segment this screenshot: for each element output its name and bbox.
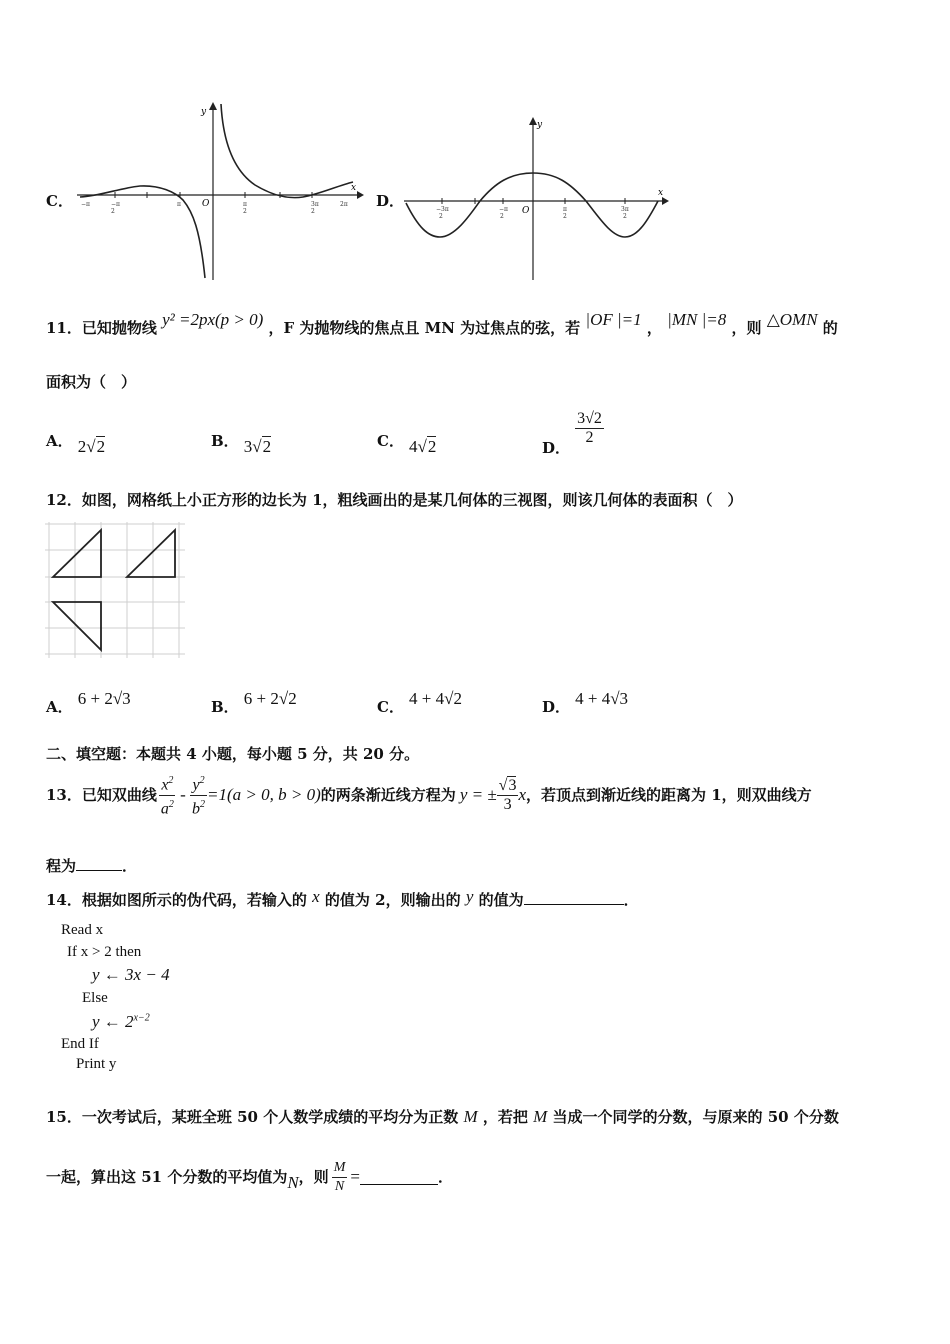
q11-line2: 面积为（ ） [46,373,137,391]
svg-text:2: 2 [623,213,627,220]
svg-text:2: 2 [111,208,115,215]
svg-text:2: 2 [243,208,247,215]
graph-d-x-label: x [658,188,664,198]
q11-triangle: △OMN [766,310,818,329]
q11-comma: ， [646,319,662,337]
pseudo-code-line-5: y ← $2^{x-2}$ [92,1012,150,1031]
q15-answer-blank[interactable] [360,1170,438,1185]
graph-c-x-label: x [351,183,357,193]
q13-text-2: ，若顶点到渐近线的距离为 1，则双曲线方 [526,786,812,804]
three-view-grid [45,522,185,658]
q11-number: 11．已知抛物线 [46,319,157,337]
q12-option-a[interactable]: A． 6 + 2√3 [46,689,131,716]
q11-of: |OF |=1 [585,310,642,329]
q13-line2: 程为 ． [46,857,138,875]
q15-line2: 一起，算出这 51 个分数的平均值为 N ，则 $\frac{M}{N}$ = ． [46,1159,453,1194]
graph-d-origin: O [522,206,530,216]
question-14: 14．根据如图所示的伪代码，若输入的 x 的值为 2，则输出的 y 的值为 ． [46,887,639,909]
q14-answer-blank[interactable] [524,890,624,905]
graph-c-origin: O [202,199,210,209]
q11-option-a[interactable]: A． 2√2 [46,432,106,456]
q11-parabola-eq: y² =2px(p > 0) [162,310,264,329]
svg-text:2: 2 [500,213,504,220]
pseudo-code-line-7: Print y [76,1056,117,1072]
front-view [53,530,101,577]
svg-text:π: π [563,206,567,213]
pseudo-code-line-6: End If [61,1036,99,1052]
graph-d-y-label: y [537,120,543,130]
question-13: 13．已知双曲线 $\frac{x^2}{a^2}$ - $\frac{y^2}{b^2}$ =1(a > 0, b > 0) 的两条渐近线方程为 y = ± $\frac{√3}{3}$ x ，若顶点到渐近线的距离为 1，则双曲线方 [46,772,812,818]
q11-mn: |MN |=8 [667,310,727,329]
graph-c-y-label: y [201,107,207,117]
option-d-label: D． [376,192,405,210]
section-2-heading: 二、填空题：本题共 4 小题，每小题 5 分，共 20 分。 [46,745,420,763]
q13-answer-blank[interactable] [76,856,122,871]
svg-text:2: 2 [563,213,567,220]
q13-text: 的两条渐近线方程为 [320,786,456,804]
svg-text:−π: −π [81,201,90,208]
pseudo-code-line-3: y ← 3x − 4 [92,965,170,984]
graph-c [75,100,365,285]
question-12: 12．如图，网格纸上小正方形的边长为 1，粗线画出的是某几何体的三视图，则该几何体的表面积（ ） [46,491,743,509]
svg-text:−π: −π [111,201,120,208]
q11-option-d[interactable]: D． $\frac{3√2}{2}$ [542,410,602,457]
svg-text:3π: 3π [311,201,319,208]
question-11 [46,310,838,338]
q13-asymptote: y = ± [459,785,497,804]
q11-text-2: ，则 [731,319,762,337]
svg-text:−3π: −3π [436,206,449,213]
svg-text:2: 2 [439,213,443,220]
svg-text:−π: −π [499,206,508,213]
pseudo-code-line-2: If x > 2 then [67,944,142,960]
option-c-label: C． [46,192,73,210]
q11-text-3: 的 [822,319,838,337]
q13-eq-tail: =1(a > 0, b > 0) [207,785,321,804]
svg-text:2: 2 [311,208,315,215]
pseudo-code-line-1: Read x [61,922,104,938]
q11-text: ，F 为抛物线的焦点且 MN 为过焦点的弦，若 [268,319,581,337]
q11-option-b[interactable]: B． 3√2 [211,432,272,456]
svg-text:2π: 2π [340,201,348,208]
side-view [127,530,175,577]
q13-number: 13．已知双曲线 [46,786,157,804]
q12-option-b[interactable]: B． 6 + 2√2 [211,689,297,716]
svg-text:3π: 3π [621,206,629,213]
top-view [53,602,101,650]
graph-d [400,115,672,285]
q11-option-c[interactable]: C． 4√2 [377,432,437,456]
question-15: 15．一次考试后，某班全班 50 个人数学成绩的平均分为正数 M ，若把 M 当成一个同学的分数，与原来的 50 个分数 [46,1107,839,1126]
pseudo-code-line-4: Else [82,990,108,1006]
q12-option-c[interactable]: C． 4 + 4√2 [377,689,462,716]
svg-text:π: π [243,201,247,208]
svg-text:π: π [177,201,181,208]
q12-option-d[interactable]: D． 4 + 4√3 [542,689,629,716]
